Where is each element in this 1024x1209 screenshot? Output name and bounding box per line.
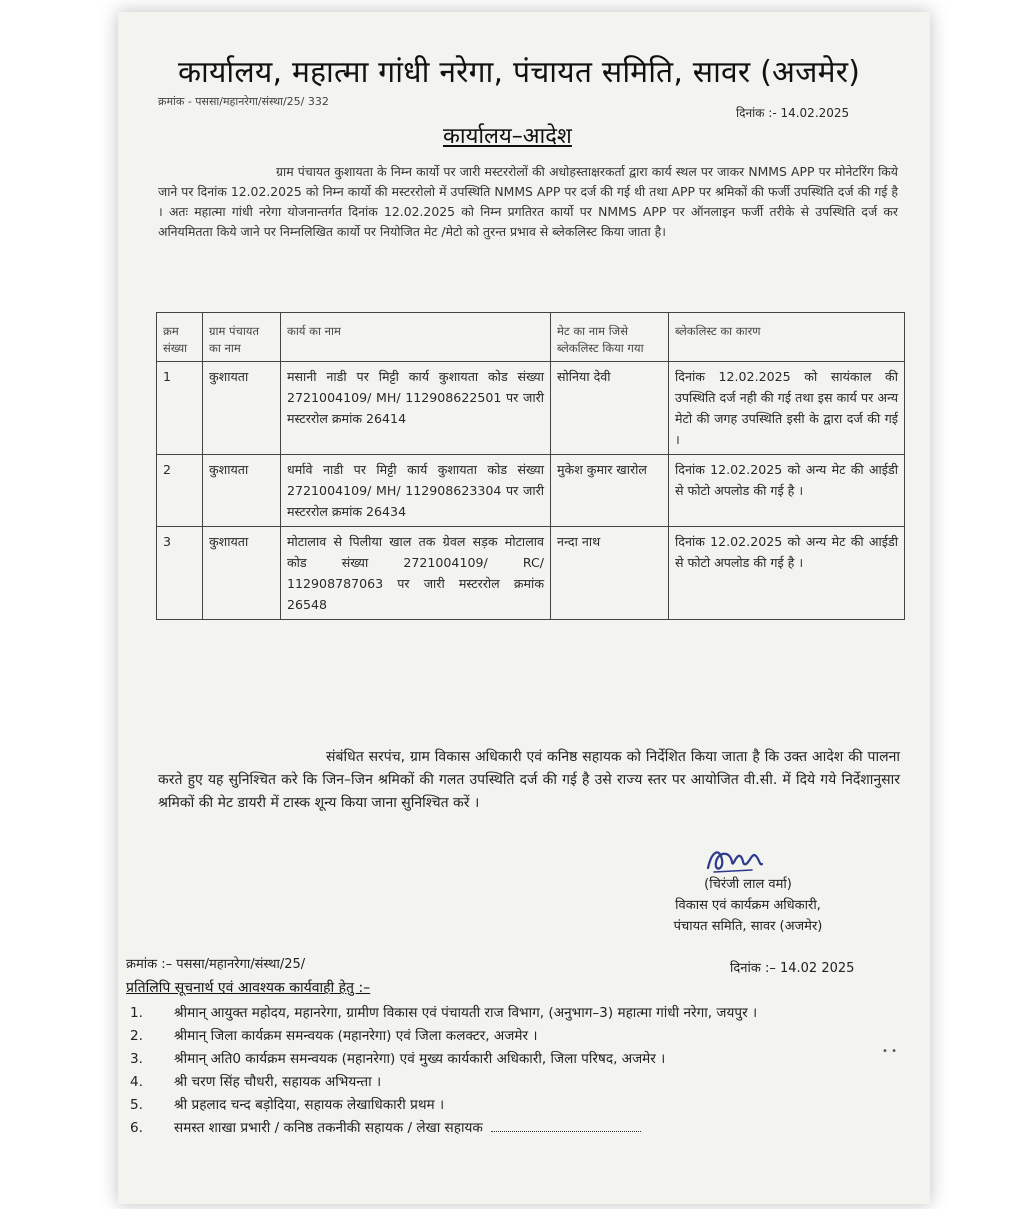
signatory-office: पंचायत समिति, सावर (अजमेर) xyxy=(673,919,823,934)
cell-mate-name: मुकेश कुमार खारोल xyxy=(551,455,669,527)
copy-heading: प्रतिलिपि सूचनार्थ एवं आवश्यक कार्यवाही हेतु :– xyxy=(126,980,371,996)
cell-gram-panchayat: कुशायता xyxy=(203,362,281,455)
copy-recipient-list xyxy=(118,1002,878,1140)
cell-mate-name: नन्दा नाथ xyxy=(551,527,669,620)
cell-mate-name: सोनिया देवी xyxy=(551,362,669,455)
header-mate-name: मेट का नाम जिसे ब्लेकलिस्ट किया गया xyxy=(551,313,669,362)
copy-date: दिनांक :– 14.02 2025 xyxy=(730,961,855,976)
cell-reason: दिनांक 12.02.2025 को अन्य मेट की आईडी से फोटो अपलोड की गई है । xyxy=(669,527,905,620)
list-item: 6. समस्त शाखा प्रभारी / कनिष्ठ तकनीकी सहायक / लेखा सहायक xyxy=(118,1117,878,1140)
stray-marks-icon: • • xyxy=(882,1046,897,1057)
cell-work-name: मसानी नाडी पर मिट्टी कार्य कुशायता कोड संख्या 2721004109/ MH/ 112908622501 पर जारी मस्टररोल क्रमांक 26414 xyxy=(281,362,551,455)
header-work-name: कार्य का नाम xyxy=(281,313,551,362)
reference-number: क्रमांक - पससा/महानरेगा/संस्था/25/ 332 xyxy=(158,95,329,108)
cell-sno: 2 xyxy=(157,455,203,527)
header-reason: ब्लेकलिस्ट का कारण xyxy=(669,313,905,362)
table-row xyxy=(157,527,905,620)
document-page xyxy=(118,12,930,1204)
order-date: दिनांक :- 14.02.2025 xyxy=(736,106,850,120)
office-title: कार्यालय, महात्मा गांधी नरेगा, पंचायत समिति, सावर (अजमेर) xyxy=(178,55,861,90)
table-row xyxy=(157,455,905,527)
cell-work-name: मोटालाव से पिलीया खाल तक ग्रेवल सड़क मोटालाव कोड संख्या 2721004109/ RC/ 112908787063 पर जारी मस्टररोल क्रमांक 26548 xyxy=(281,527,551,620)
list-item: 1. श्रीमान् आयुक्त महोदय, महानरेगा, ग्रामीण विकास एवं पंचायती राज विभाग, (अनुभाग–3) महात्मा गांधी नरेगा, जयपुर । xyxy=(130,1005,758,1021)
signatory-designation: विकास एवं कार्यक्रम अधिकारी, xyxy=(675,898,821,913)
list-item: 2. श्रीमान् जिला कार्यक्रम समन्वयक (महानरेगा) एवं जिला कलक्टर, अजमेर । xyxy=(130,1028,538,1044)
order-heading: कार्यालय–आदेश xyxy=(443,124,572,149)
cell-work-name: धर्मावे नाडी पर मिट्टी कार्य कुशायता कोड संख्या 2721004109/ MH/ 112908623304 पर जारी मस्टररोल क्रमांक 26434 xyxy=(281,455,551,527)
table-header-row xyxy=(157,313,905,362)
cell-sno: 3 xyxy=(157,527,203,620)
list-item: 4. श्री चरण सिंह चौधरी, सहायक अभियन्ता । xyxy=(130,1074,382,1090)
direction-paragraph: संबंधित सरपंच, ग्राम विकास अधिकारी एवं कनिष्ठ सहायक को निर्देशित किया जाता है कि उक्त आदेश की पालना करते हुए यह सुनिश्चित करे कि जिन–जिन श्रमिकों की गलत उपस्थिति दर्ज की गई है उसे राज्य स्तर पर आयोजित वी.सी. में दिये गये निर्देशानुसार श्रमिकों की मेट डायरी में टास्क शून्य किया जाना सुनिश्चित करें । xyxy=(158,749,900,811)
cell-gram-panchayat: कुशायता xyxy=(203,527,281,620)
copy-reference-number: क्रमांक :– पससा/महानरेगा/संस्था/25/ xyxy=(126,957,306,972)
cell-reason: दिनांक 12.02.2025 को सायंकाल की उपस्थिति दर्ज नही की गई तथा इस कार्य पर अन्य मेटो की जगह उपस्थिति इसी के द्वारा दर्ज की गई । xyxy=(669,362,905,455)
table-row xyxy=(157,362,905,455)
cell-reason: दिनांक 12.02.2025 को अन्य मेट की आईडी से फोटो अपलोड की गई है । xyxy=(669,455,905,527)
signature-block xyxy=(618,874,878,937)
blacklist-table xyxy=(156,312,905,620)
list-item: 3. श्रीमान् अति0 कार्यक्रम समन्वयक (महानरेगा) एवं मुख्य कार्यकारी अधिकारी, जिला परिषद, अजमेर । xyxy=(130,1051,666,1067)
cell-sno: 1 xyxy=(157,362,203,455)
list-item: 5. श्री प्रहलाद चन्द बड़ोदिया, सहायक लेखाधिकारी प्रथम । xyxy=(130,1097,445,1113)
header-sno: क्रम संख्या xyxy=(157,313,203,362)
blank-dotted-line xyxy=(491,1117,641,1132)
header-gram-panchayat: ग्राम पंचायत का नाम xyxy=(203,313,281,362)
signatory-name: (चिरंजी लाल वर्मा) xyxy=(704,877,792,892)
intro-paragraph: ग्राम पंचायत कुशायता के निम्न कार्यो पर जारी मस्टररोलों की अधोहस्ताक्षरकर्ता द्वारा कार्य स्थल पर जाकर NMMS APP पर मोनेटरिंग किये जाने पर दिनांक 12.02.2025 को निम्न कार्यो की मस्टररोलो में उपस्थिति NMMS APP पर दर्ज की गई थी तथा APP पर श्रमिकों की फर्जी उपस्थिति दर्ज की गई है । अतः महात्मा गांधी नरेगा योजनान्तर्गत दिनांक 12.02.2025 को निम्न प्रगतिरत कार्यो पर NMMS APP पर ऑनलाइन फर्जी तरीके से उपस्थिति दर्ज कर अनियमितता किये जाने पर निम्नलिखित कार्यो पर नियोजित मेट /मेटो को तुरन्त प्रभाव से ब्लेकलिस्ट किया जाता है। xyxy=(158,164,898,239)
cell-gram-panchayat: कुशायता xyxy=(203,455,281,527)
